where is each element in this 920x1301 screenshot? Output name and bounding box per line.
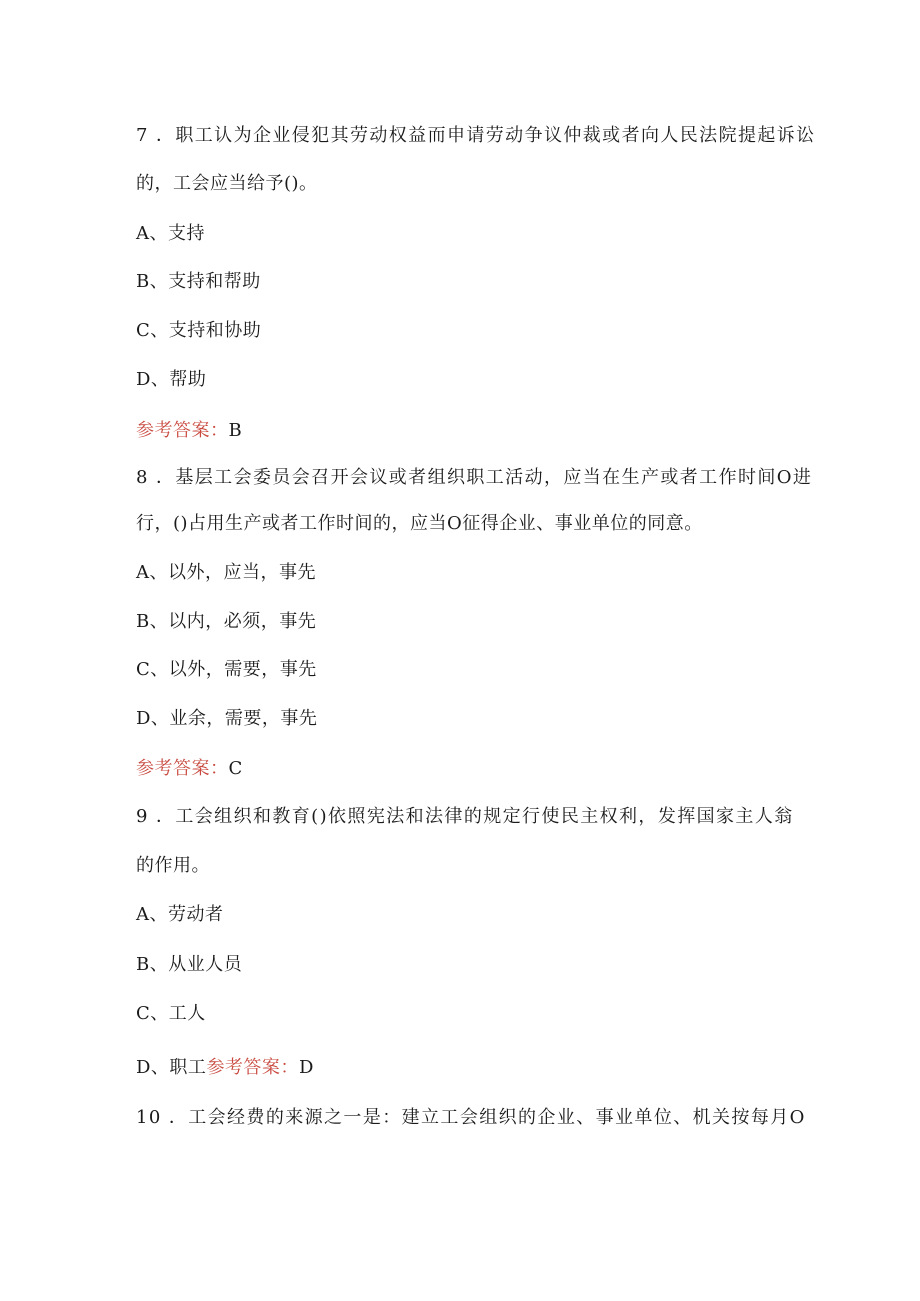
- answer-label: 参考答案：: [206, 1057, 299, 1078]
- answer-value: D: [298, 1057, 314, 1078]
- question-9-option-a: A、劳动者: [136, 904, 224, 925]
- question-8-option-c: C、以外，需要，事先: [136, 659, 317, 680]
- answer-value: B: [228, 420, 243, 441]
- answer-value: C: [228, 758, 243, 779]
- question-7-option-b: B、支持和帮助: [136, 271, 261, 292]
- question-7-stem-line-2: 的，工会应当给予()。: [136, 173, 318, 194]
- question-8-option-d: D、业余，需要，事先: [136, 708, 318, 729]
- question-9-stem-line-2: 的作用。: [136, 855, 210, 876]
- question-9-option-c: C、工人: [136, 1003, 206, 1024]
- question-8-stem-line-1: 8 ．基层工会委员会召开会议或者组织职工活动，应当在生产或者工作时间O进: [136, 467, 813, 488]
- question-9-option-d: D、职工: [136, 1057, 207, 1078]
- question-9-stem-line-1: 9 ．工会组织和教育()依照宪法和法律的规定行使民主权利，发挥国家主人翁: [136, 806, 794, 827]
- question-9-option-d-with-answer: [136, 1056, 314, 1080]
- answer-label: 参考答案：: [136, 420, 229, 441]
- answer-label: 参考答案：: [136, 758, 229, 779]
- question-8-answer: [136, 757, 243, 781]
- question-7-option-c: C、支持和协助: [136, 320, 262, 341]
- question-7-stem-line-1: 7 ．职工认为企业侵犯其劳动权益而申请劳动争议仲裁或者向人民法院提起诉讼: [136, 125, 816, 146]
- question-9-option-b: B、从业人员: [136, 954, 243, 975]
- question-7-option-d: D、帮助: [136, 369, 207, 390]
- question-8-option-a: A、以外，应当，事先: [136, 562, 316, 583]
- question-8-stem-line-2: 行，()占用生产或者工作时间的，应当O征得企业、事业单位的同意。: [136, 513, 703, 534]
- question-7-answer: [136, 419, 242, 443]
- question-7-option-a: A、支持: [136, 223, 205, 244]
- question-8-option-b: B、以内，必须，事先: [136, 611, 317, 632]
- question-10-stem-line-1: 10 ．工会经费的来源之一是：建立工会组织的企业、事业单位、机关按每月O: [136, 1107, 806, 1128]
